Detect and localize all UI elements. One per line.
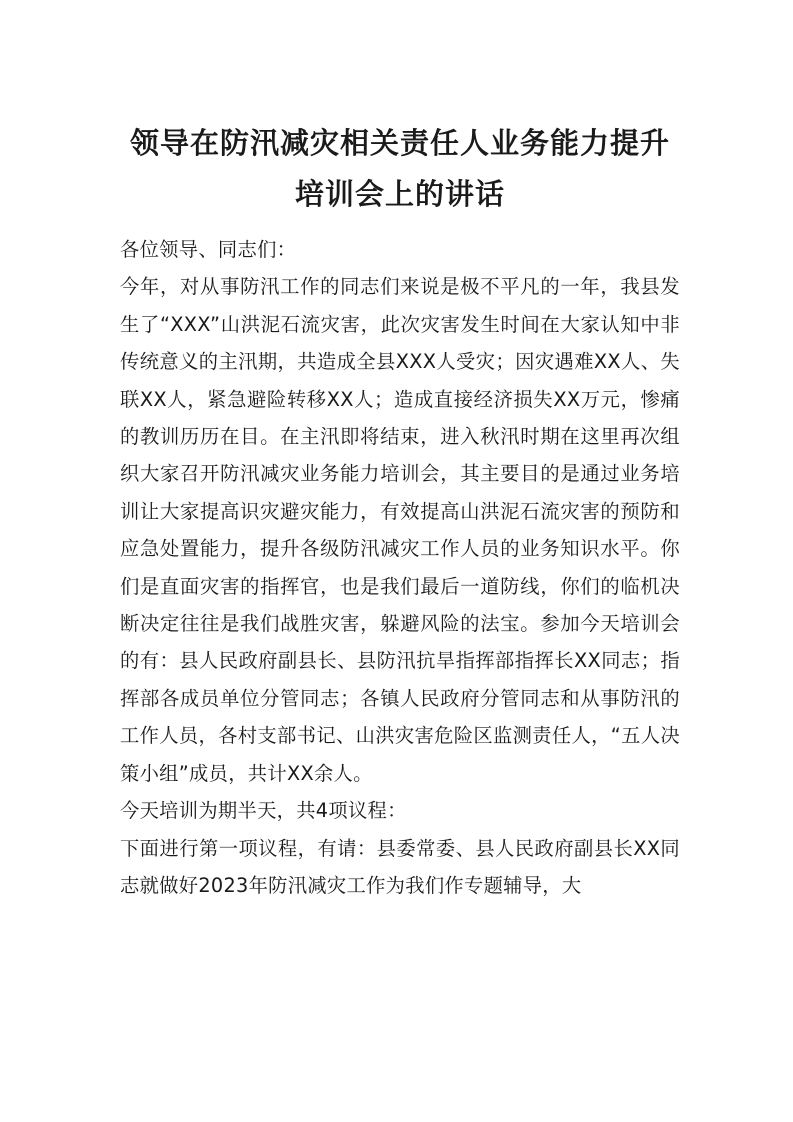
document-title-line-2: 培训会上的讲话 [294, 177, 505, 211]
body-paragraph: 今天培训为期半天，共4项议程： [120, 799, 407, 823]
salutation: 各位领导、同志们： [120, 238, 297, 261]
document-body [120, 231, 680, 904]
body-paragraph: 今年，对从事防汛工作的同志们来说是极不平凡的一年，我县发生了“XXX”山洪泥石流灾害，此次灾害发生时间在大家认知中非传统意义的主汛期，共造成全县XXX人受灾；因灾遇难XX人、失联XX人，紧急避险转移XX人；造成直接经济损失XX万元，惨痛的教训历历在目。在主汛即将结束，进入秋汛时期在这里再次组织大家召开防汛减灾业务能力培训会，其主要目的是通过业务培训让大家提高识灾避灾能力，有效提高山洪泥石流灾害的预防和应急处置能力，提升各级防汛减灾工作人员的业务知识水平。你们是直面灾害的指挥官，也是我们最后一道防线，你们的临机决断决定往往是我们战胜灾害，躲避风险的法宝。参加今天培训会的有：县人民政府副县长、县防汛抗旱指挥部指挥长XX同志；指挥部各成员单位分管同志；各镇人民政府分管同志和从事防汛的工作人员，各村支部书记、山洪灾害危险区监测责任人，“五人决策小组”成员，共计XX余人。 [120, 275, 680, 785]
document-title-line-1: 领导在防汛减灾相关责任人业务能力提升 [129, 126, 670, 160]
body-paragraph: 下面进行第一项议程，有请：县委常委、县人民政府副县长XX同志就做好2023年防汛减灾工作为我们作专题辅导，大 [120, 836, 680, 897]
